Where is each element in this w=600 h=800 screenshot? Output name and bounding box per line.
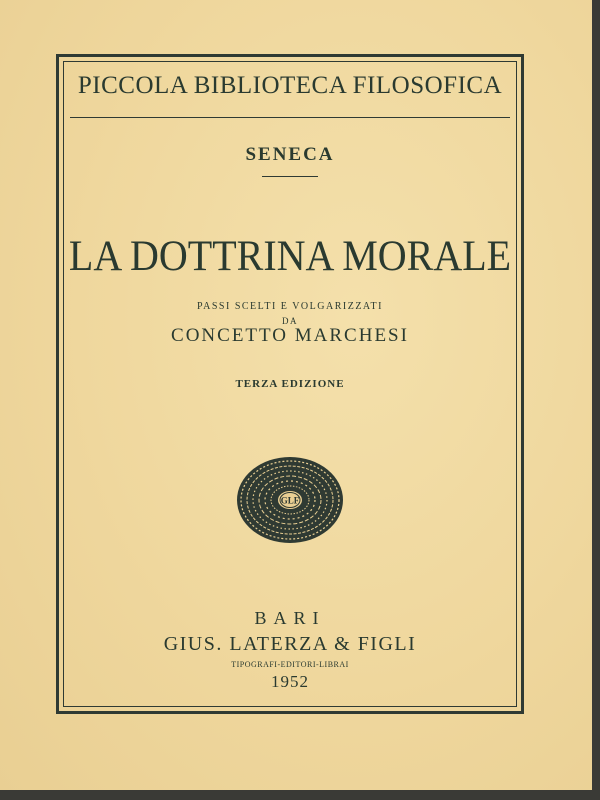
subtitle-by: DA — [282, 316, 298, 326]
author-name: SENECA — [245, 144, 335, 165]
author-divider — [262, 176, 318, 177]
publication-year: 1952 — [271, 672, 309, 691]
emblem-monogram: GLF — [280, 495, 300, 506]
publisher-emblem-icon — [235, 455, 345, 545]
series-title: PICCOLA BIBLIOTECA FILOSOFICA — [77, 72, 503, 99]
edition-label: TERZA EDIZIONE — [235, 378, 345, 390]
book-subtitle: PASSI SCELTI E VOLGARIZZATI — [197, 301, 383, 312]
editor-name: CONCETTO MARCHESI — [171, 325, 409, 346]
series-divider — [70, 117, 510, 118]
publisher-trade: TIPOGRAFI-EDITORI-LIBRAI — [231, 660, 349, 669]
publisher-city: BARI — [254, 608, 326, 628]
book-title: LA DOTTRINA MORALE — [68, 231, 512, 280]
publisher-name: GIUS. LATERZA & FIGLI — [163, 633, 417, 655]
